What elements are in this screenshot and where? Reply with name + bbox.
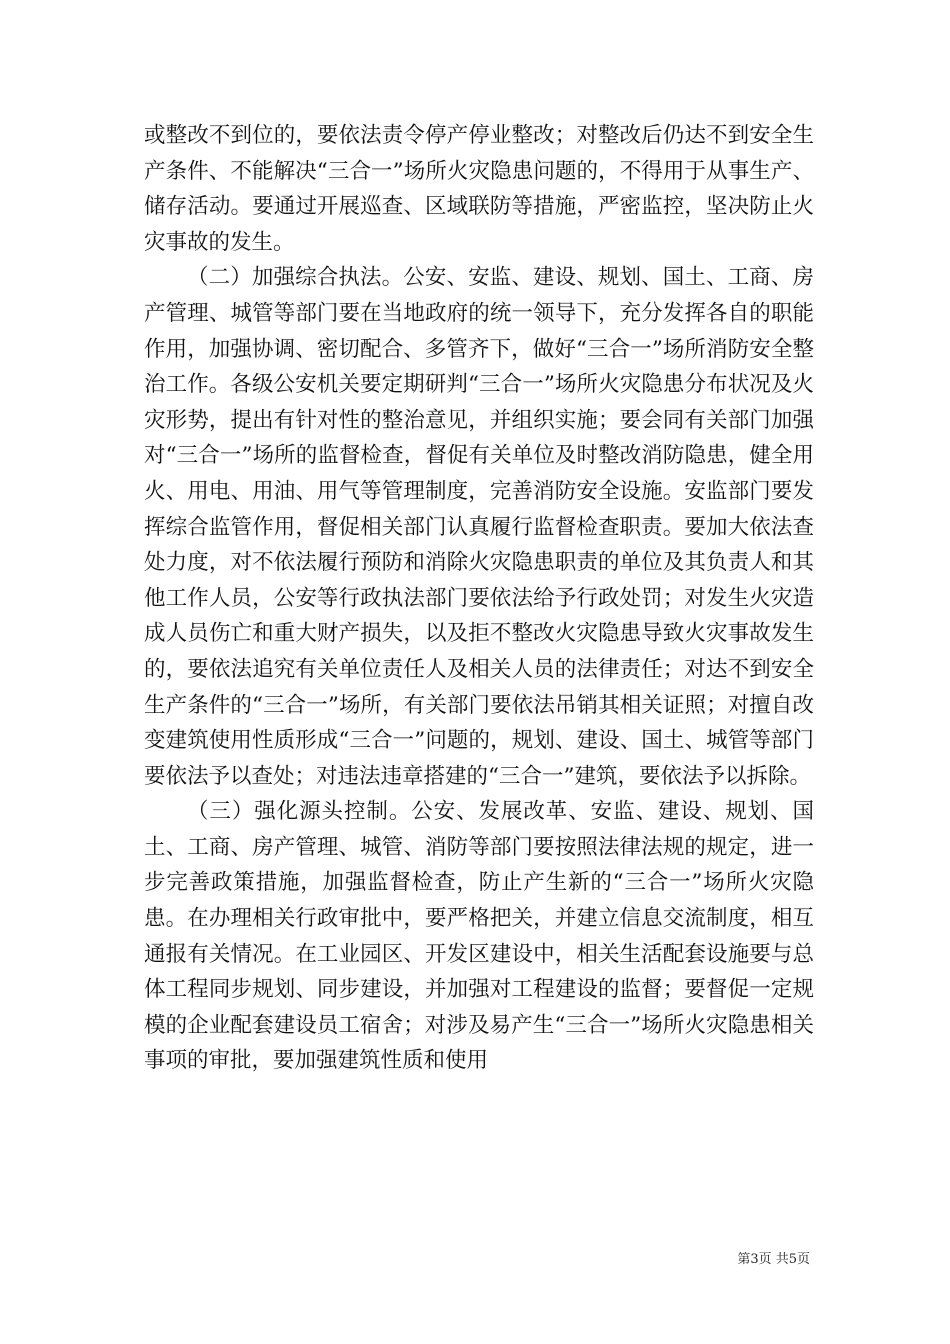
paragraph-continuation: 或整改不到位的，要依法责令停产停业整改；对整改后仍达不到安全生产条件、不能解决“三合一”场所火灾隐患问题的，不得用于从事生产、储存活动。要通过开展巡查、区域联防等措施，严密监控，坚决防止火灾事故的发生。 [144,123,814,255]
paragraph-source-control: （三）强化源头控制。公安、发展改革、安监、建设、规划、国土、工商、房产管理、城管、消防等部门要按照法律法规的规定，进一步完善政策措施，加强监督检查，防止产生新的“三合一”场所火灾隐患。在办理相关行政审批中，要严格把关，并建立信息交流制度，相互通报有关情况。在工业园区、开发区建设中，相关生活配套设施要与总体工程同步规划、同步建设，并加强对工程建设的监督；要督促一定规模的企业配套建设员工宿舍；对涉及易产生“三合一”场所火灾隐患相关事项的审批，要加强建筑性质和使用 [144,799,814,1074]
page-number: 第3页 共5页 [737,1252,810,1267]
document-body [144,118,814,1079]
paragraph-comprehensive-enforcement: （二）加强综合执法。公安、安监、建设、规划、国土、工商、房产管理、城管等部门要在当地政府的统一领导下，充分发挥各自的职能作用，加强协调、密切配合、多管齐下，做好“三合一”场所消防安全整治工作。各级公安机关要定期研判“三合一”场所火灾隐患分布状况及火灾形势，提出有针对性的整治意见，并组织实施；要会同有关部门加强对“三合一”场所的监督检查，督促有关单位及时整改消防隐患，健全用火、用电、用油、用气等管理制度，完善消防安全设施。安监部门要发挥综合监管作用，督促相关部门认真履行监督检查职责。要加大依法查处力度，对不依法履行预防和消除火灾隐患职责的单位及其负责人和其他工作人员，公安等行政执法部门要依法给予行政处罚；对发生火灾造成人员伤亡和重大财产损失，以及拒不整改火灾隐患导致火灾事故发生的，要依法追究有关单位责任人及相关人员的法律责任；对达不到安全生产条件的“三合一”场所，有关部门要依法吊销其相关证照；对擅自改变建筑使用性质形成“三合一”问题的，规划、建设、国土、城管等部门要依法予以查处；对违法违章搭建的“三合一”建筑，要依法予以拆除。 [144,265,814,789]
